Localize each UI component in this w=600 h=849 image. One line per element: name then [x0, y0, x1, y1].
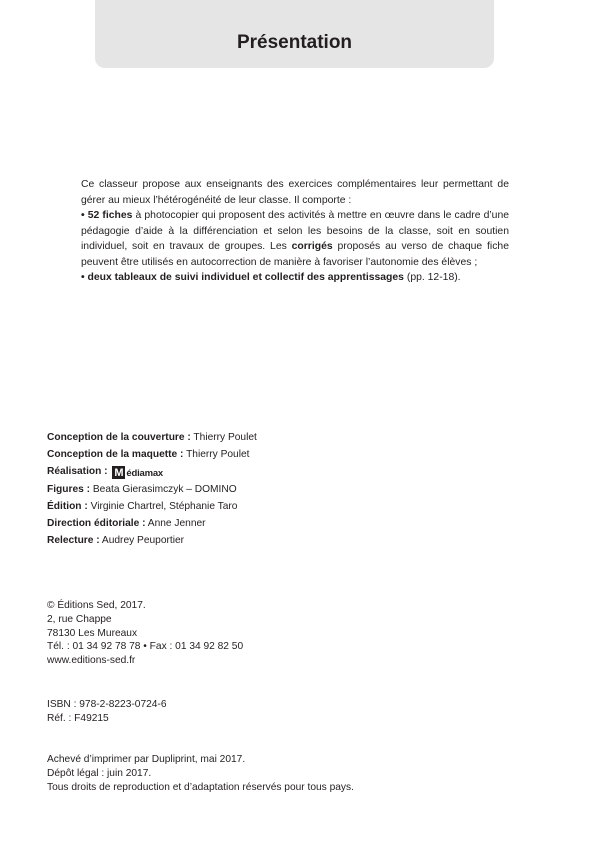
credit-edition [47, 499, 447, 516]
credit-value: Audrey Peuportier [99, 534, 185, 546]
credit-value: Anne Jenner [145, 517, 206, 529]
bullet-fiches-strong: • 52 fiches [81, 210, 133, 221]
credit-value: Virginie Chartrel, Stéphanie Taro [87, 501, 238, 513]
legal-deposit-line: Dépôt légal : juin 2017. [47, 767, 152, 779]
mediamax-logo-text: édiamax [126, 467, 164, 479]
bullet-tableaux [81, 270, 509, 286]
credit-value: Thierry Poulet [190, 432, 257, 443]
rights-line: Tous droits de reproduction et d’adaptation réservés pour tous pays. [47, 781, 354, 793]
street-line: 2, rue Chappe [47, 613, 112, 625]
mediamax-logo-m: M [114, 466, 124, 479]
bullet-tableaux-text: (pp. 12-18). [403, 272, 461, 283]
credit-label: Relecture : [47, 534, 100, 546]
credit-layout [47, 447, 447, 464]
phone-line: Tél. : 01 34 92 78 78 • Fax : 01 34 92 82 50 [47, 641, 244, 653]
isbn-block [47, 698, 497, 726]
credit-realisation [47, 464, 447, 483]
credit-value: Thierry Poulet [183, 448, 250, 460]
bullet-fiches-text: à photocopier qui proposent des activités à mettre en œuvre dans le cadre d’une pédagogie d’aide à la différenciation et selon les besoins de la classe, soit en soutien individuel, soit en travaux de groupes. Les [81, 210, 510, 252]
intro-text [81, 177, 509, 286]
credit-relecture [47, 533, 447, 550]
title-tab [95, 0, 494, 68]
credit-figures [47, 482, 447, 499]
credit-label: Direction éditoriale : [47, 517, 146, 529]
credit-value: Beata Gierasimczyk – DOMINO [90, 484, 237, 496]
website-line: www.editions-sed.fr [47, 655, 136, 667]
bullet-fiches-text-end: proposés au verso de chaque fiche peuvent être utilisés en autocorrection de manière à favoriser l’autonomie des élèves ; [81, 241, 509, 268]
publisher-address [47, 599, 497, 668]
credit-label: Réalisation : [47, 465, 108, 477]
bullet-tableaux-strong: • deux tableaux de suivi individuel et collectif des apprentissages [81, 272, 404, 283]
credits-block [47, 430, 447, 550]
corriges-strong: corrigés [291, 241, 333, 252]
credit-label: Édition : [47, 501, 88, 513]
intro-paragraph: Ce classeur propose aux enseignants des exercices complémentaires leur permettant de gérer au mieux l’hétérogénéité de leur classe. Il comporte : [81, 179, 509, 206]
credit-label: Figures : [47, 484, 91, 496]
page-title: Présentation [236, 32, 353, 53]
printing-block [47, 753, 497, 794]
credit-label: Conception de la couverture : [47, 432, 191, 443]
isbn-line: ISBN : 978-2-8223-0724-6 [47, 699, 167, 710]
credit-cover [47, 430, 447, 447]
city-line: 78130 Les Mureaux [47, 627, 138, 639]
mediamax-logo [112, 466, 163, 483]
copyright-line: © Éditions Sed, 2017. [47, 600, 146, 611]
reference-line: Réf. : F49215 [47, 712, 109, 724]
credit-direction [47, 516, 447, 533]
credit-label: Conception de la maquette : [47, 448, 184, 460]
bullet-fiches [81, 208, 509, 270]
printing-line: Achevé d’imprimer par Dupliprint, mai 2017. [47, 754, 246, 765]
